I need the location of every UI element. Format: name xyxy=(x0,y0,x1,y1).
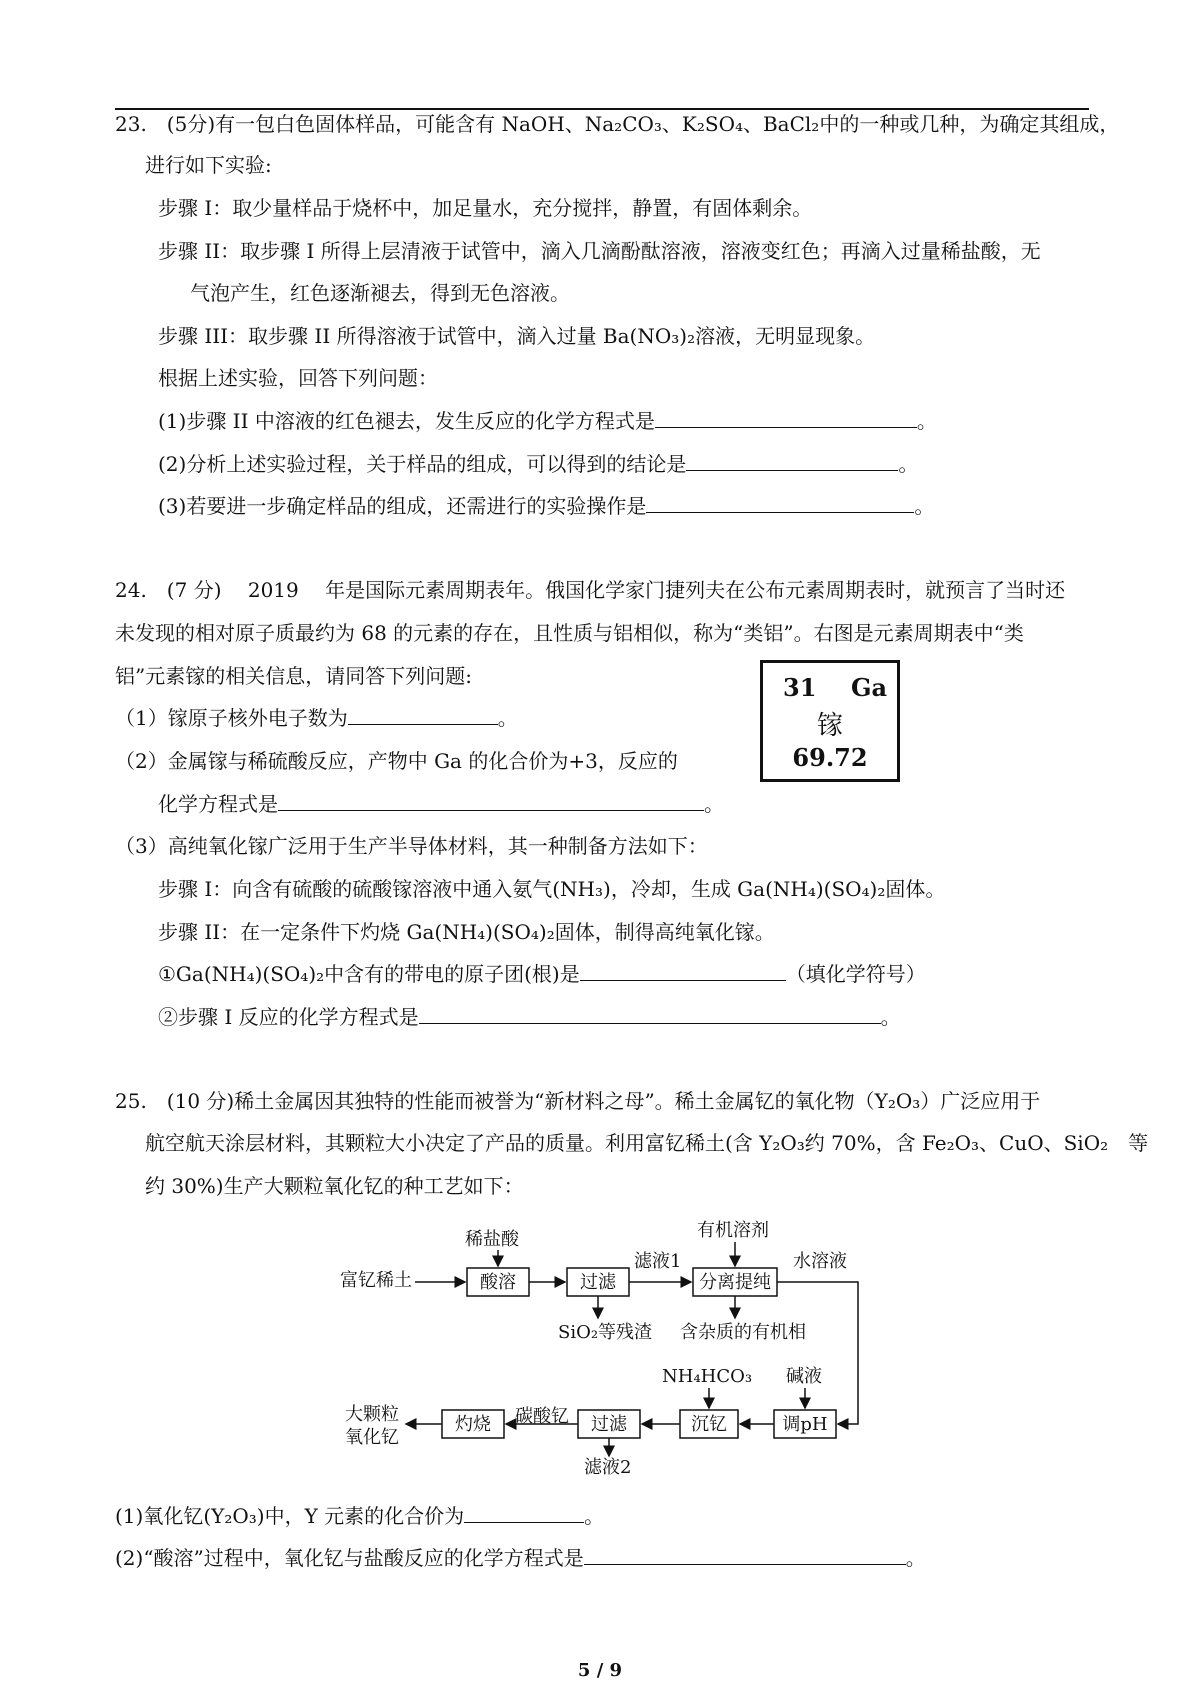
flow-hcl-label: 稀盐酸 xyxy=(465,1229,519,1250)
q23-step1: 步骤 I：取少量样品于烧杯中，加足量水，充分搅拌，静置，有固体剩余。 xyxy=(158,196,813,220)
answer-blank[interactable] xyxy=(584,1546,906,1565)
flow-ph-text: 调pH xyxy=(782,1414,828,1435)
q24-line2: 未发现的相对原子质最约为 68 的元素的存在，且性质与铝相似，称为“类铝”。右图是元素周期表中“类 xyxy=(115,621,1024,645)
q24-line3: 铝”元素镓的相关信息，请同答下列问题: xyxy=(115,664,472,688)
q23-question1: (1)步骤 II 中溶液的红色褪去，发生反应的化学方程式是 。 xyxy=(158,409,937,433)
q23-line2: 进行如下实验: xyxy=(145,153,272,177)
q23-question2: (2)分析上述实验过程，关于样品的组成，可以得到的结论是 。 xyxy=(158,452,919,476)
q25-line1: 25. (10 分)稀土金属因其独特的性能而被誉为“新材料之母”。稀土金属钇的氧化物（Y₂O₃）广泛应用于 xyxy=(115,1089,1041,1113)
q23-step3: 步骤 III：取步骤 II 所得溶液于试管中，滴入过量 Ba(NO₃)₂溶液，无明显现象。 xyxy=(158,324,876,348)
flow-product-line1: 大颗粒 xyxy=(345,1404,399,1425)
q23-question3: (3)若要进一步确定样品的组成，还需进行的实验操作是 。 xyxy=(158,494,935,518)
q23-line1: 23. (5分)有一包白色固体样品，可能含有 NaOH、Na₂CO₃、K₂SO₄、BaCl₂中的一种或几种，为确定其组成， xyxy=(115,112,1120,136)
q23-q3-text: (3)若要进一步确定样品的组成，还需进行的实验操作是 xyxy=(158,494,647,518)
q25-line2: 航空航天涂层材料，其颗粒大小决定了产品的质量。利用富钇稀土(含 Y₂O₃约 70%，含 Fe₂O₃、CuO、SiO₂ 等 xyxy=(145,1131,1149,1155)
atomic-mass: 69.72 xyxy=(792,743,868,772)
q23-step2: 步骤 II：取步骤 I 所得上层清液于试管中，滴入几滴酚酞溶液，溶液变红色；再滴入过量稀盐酸，无 xyxy=(158,239,1041,263)
q25-line3: 约 30%)生产大颗粒氧化钇的种工艺如下： xyxy=(145,1174,524,1198)
flow-product-line2: 氧化钇 xyxy=(345,1427,399,1448)
q24-q2-text: 化学方程式是 xyxy=(158,792,278,816)
page-number: 5 / 9 xyxy=(577,1660,623,1681)
flow-precip-text: 沉钇 xyxy=(691,1414,727,1435)
flow-residue-label: SiO₂等残渣 xyxy=(558,1322,653,1343)
q25-q1-text: (1)氧化钇(Y₂O₃)中，Y 元素的化合价为 xyxy=(115,1504,465,1528)
element-name: 镓 xyxy=(816,711,843,741)
q25-question2: (2)“酸溶”过程中，氧化钇与盐酸反应的化学方程式是 。 xyxy=(115,1546,926,1570)
q24-q1-text: （1）镓原子核外电子数为 xyxy=(115,706,348,730)
q24-question2: （2）金属镓与稀硫酸反应，产物中 Ga 的化合价为+3，反应的 xyxy=(115,749,678,773)
flow-separate-text: 分离提纯 xyxy=(699,1272,771,1293)
q24-step1: 步骤 I：向含有硫酸的硫酸镓溶液中通入氨气(NH₃)，冷却，生成 Ga(NH₄)(SO₄)₂固体。 xyxy=(158,877,946,901)
flow-alkali-label: 碱液 xyxy=(786,1366,822,1387)
q24-subq1-hint: （填化学符号） xyxy=(785,962,926,986)
q23-q1-text: (1)步骤 II 中溶液的红色褪去，发生反应的化学方程式是 xyxy=(158,409,655,433)
atomic-number: 31 xyxy=(783,673,817,702)
q25-q2-text: (2)“酸溶”过程中，氧化钇与盐酸反应的化学方程式是 xyxy=(115,1546,584,1570)
flow-filtrate1-label: 滤液1 xyxy=(634,1251,682,1272)
flow-acid-text: 酸溶 xyxy=(480,1272,516,1293)
q25-question1: (1)氧化钇(Y₂O₃)中，Y 元素的化合价为 。 xyxy=(115,1504,605,1528)
q24-question2-cont: 化学方程式是 。 xyxy=(158,792,724,816)
flow-raw-material: 富钇稀土 xyxy=(340,1270,412,1291)
flow-nh4hco3-label: NH₄HCO₃ xyxy=(662,1366,753,1387)
q23-step2-cont: 气泡产生，红色逐渐褪去，得到无色溶液。 xyxy=(190,281,570,305)
flow-organic-label: 含杂质的有机相 xyxy=(680,1322,806,1343)
q24-subq2: ②步骤 I 反应的化学方程式是 。 xyxy=(158,1005,901,1029)
flow-aqueous-label: 水溶液 xyxy=(793,1251,847,1272)
q24-question3: （3）高纯氧化镓广泛用于生产半导体材料，其一种制备方法如下： xyxy=(115,834,708,858)
q24-step2: 步骤 II：在一定条件下灼烧 Ga(NH₄)(SO₄)₂固体，制得高纯氧化镓。 xyxy=(158,920,775,944)
q24-question1: （1）镓原子核外电子数为 。 xyxy=(115,706,518,730)
flow-carbonate-label: 碳酸钇 xyxy=(515,1406,569,1427)
flow-solvent-label: 有机溶剂 xyxy=(697,1220,769,1241)
q23-q2-text: (2)分析上述实验过程，关于样品的组成，可以得到的结论是 xyxy=(158,452,687,476)
flow-filtrate2-label: 滤液2 xyxy=(584,1457,632,1478)
q24-subq2-text: ②步骤 I 反应的化学方程式是 xyxy=(158,1005,419,1029)
answer-blank[interactable] xyxy=(464,1504,584,1523)
element-symbol: Ga xyxy=(851,673,888,702)
q24-subq1-text: ①Ga(NH₄)(SO₄)₂中含有的带电的原子团(根)是 xyxy=(158,962,580,986)
flow-calcine-text: 灼烧 xyxy=(455,1414,491,1435)
q23-prompt: 根据上述实验，回答下列问题： xyxy=(158,366,438,390)
arrow-aqueous-ph xyxy=(777,1282,858,1424)
q24-line1: 24. (7 分) 2019 年是国际元素周期表年。俄国化学家门捷列夫在公布元素周期表时，就预言了当时还 xyxy=(115,578,1066,602)
flow-filter1-text: 过滤 xyxy=(580,1272,616,1293)
flow-filter2-text: 过滤 xyxy=(591,1414,627,1435)
